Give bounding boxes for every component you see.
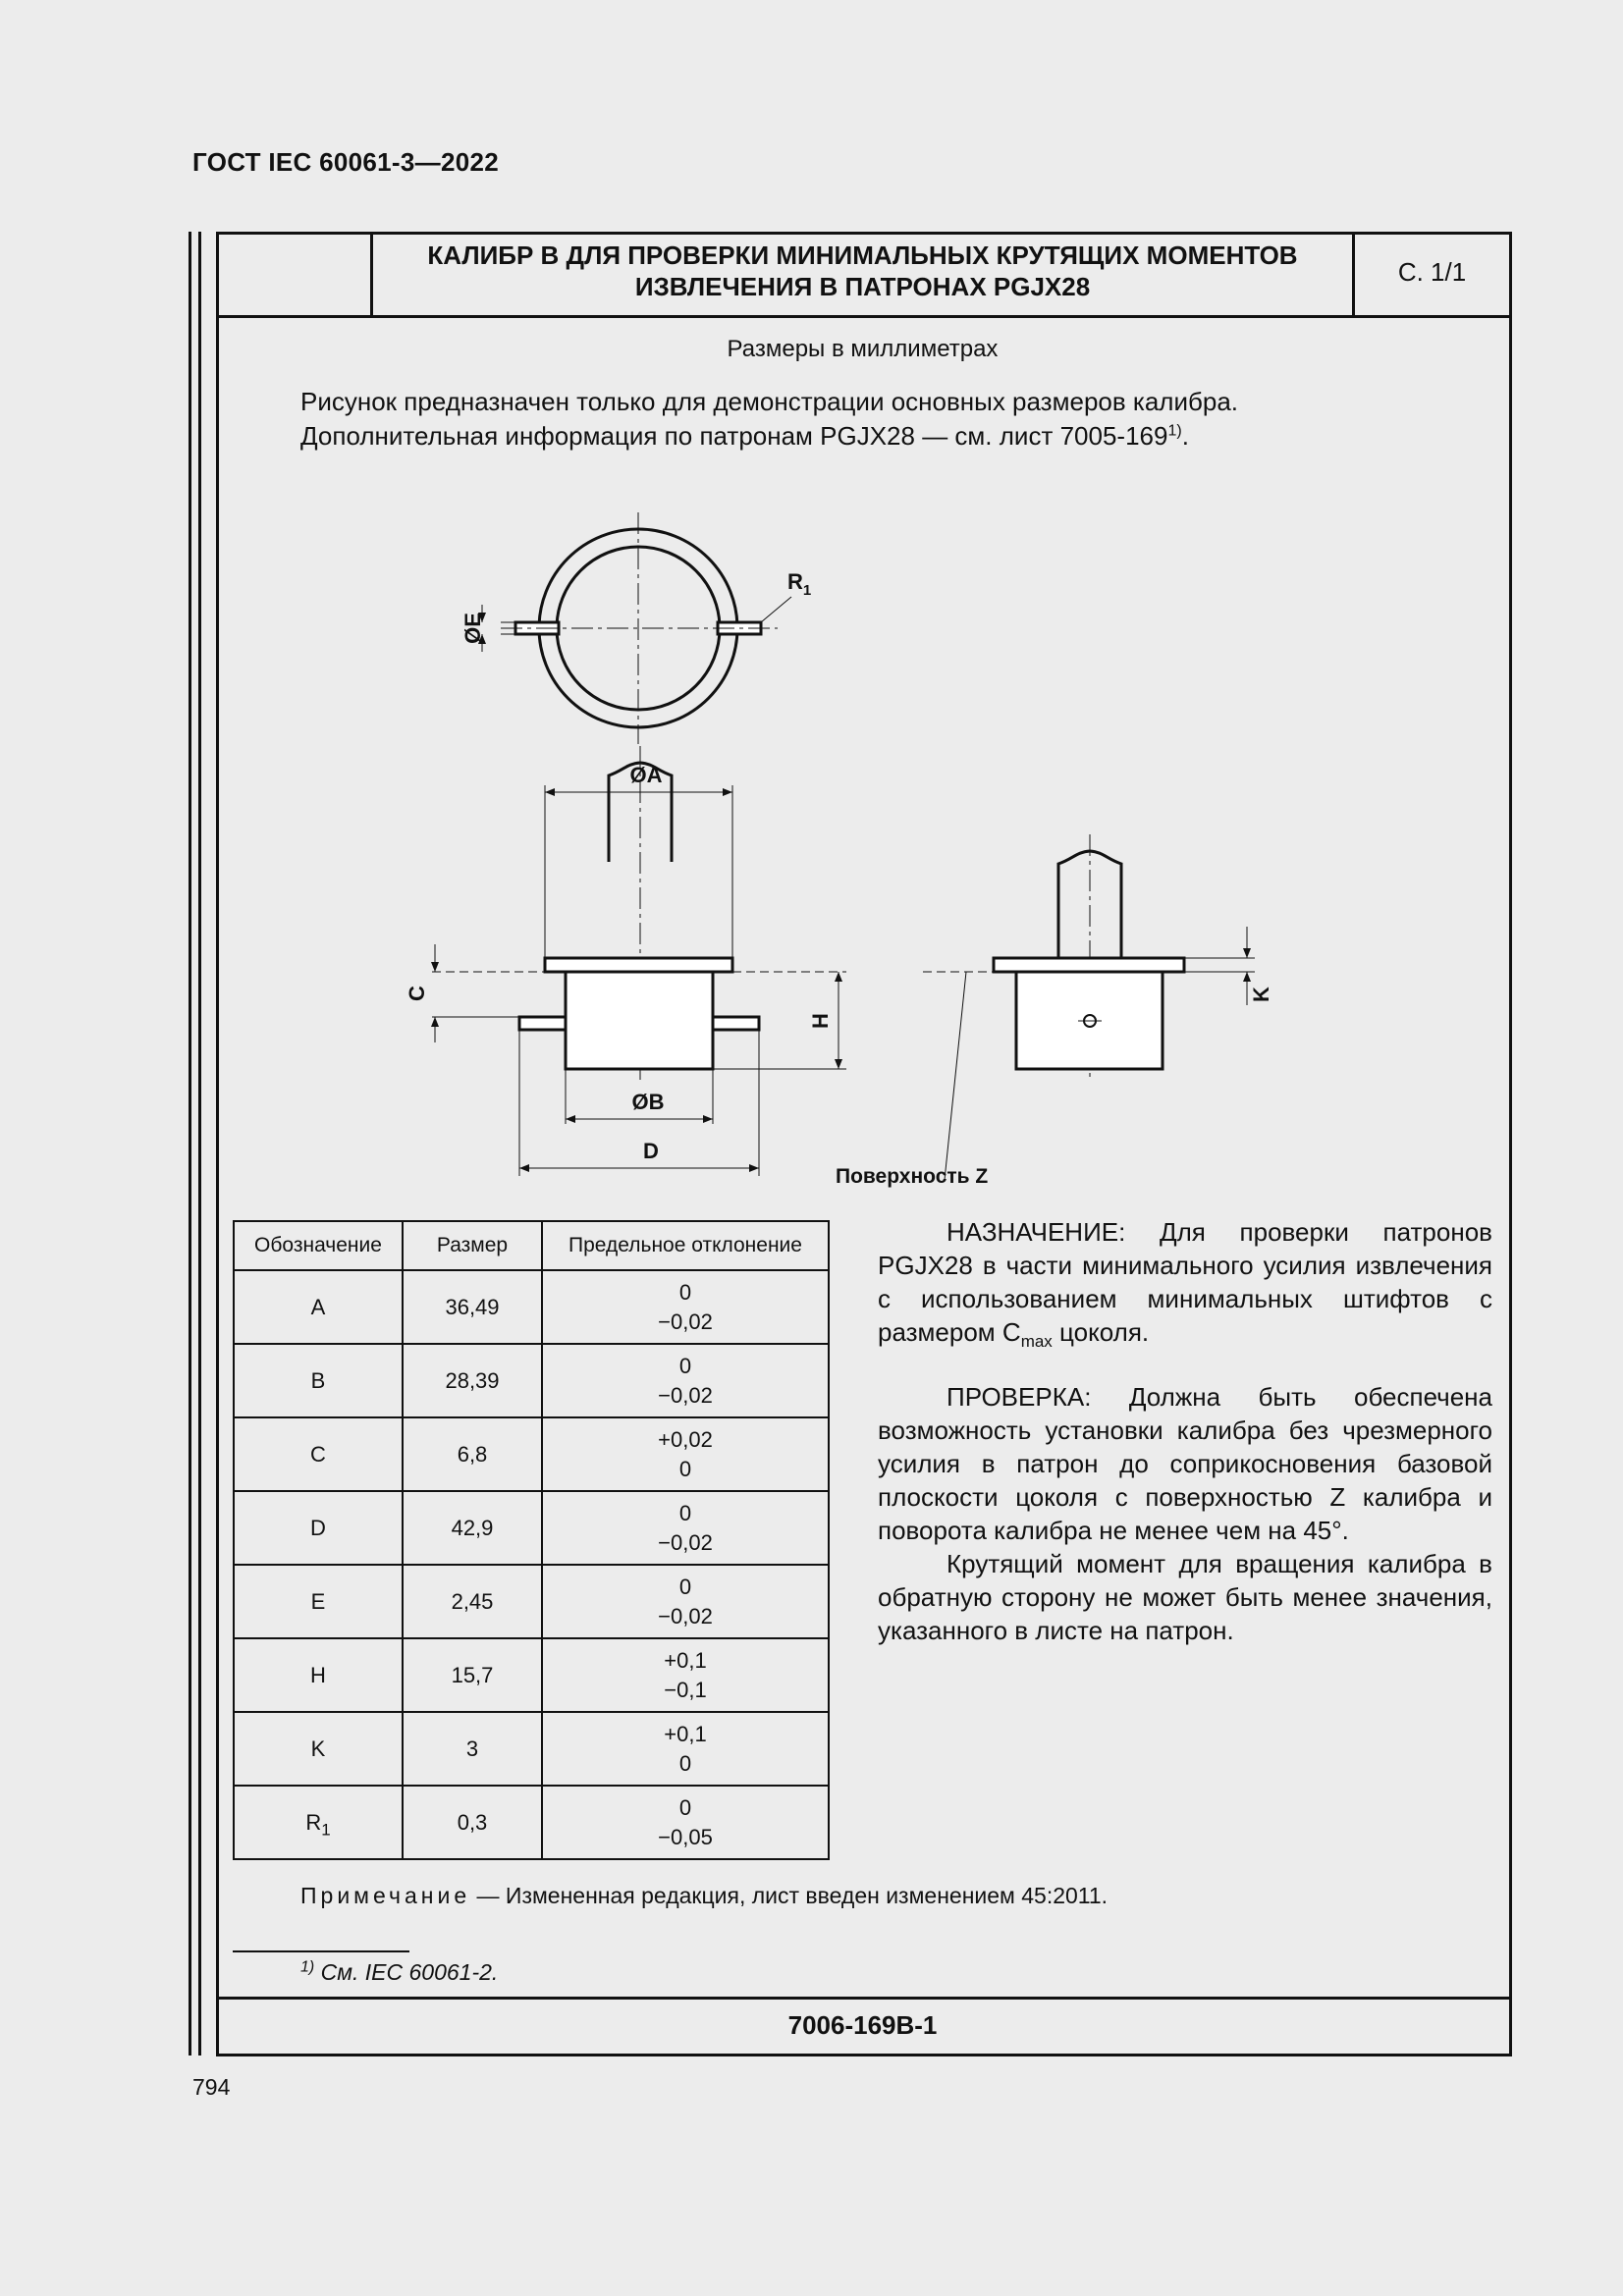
cell-tolerance [542, 1786, 829, 1859]
check-text [878, 1380, 1492, 1647]
cell-tolerance [542, 1417, 829, 1491]
tol-upper: +0,02 [658, 1426, 713, 1452]
symbol-text: C [310, 1441, 326, 1467]
symbol-sub: 1 [321, 1819, 331, 1839]
symbol-text: H [310, 1662, 326, 1687]
tol-upper: +0,1 [664, 1721, 707, 1746]
table-row [234, 1491, 829, 1565]
table-header-row [234, 1221, 829, 1270]
label-c: C [405, 986, 429, 1001]
tol-lower: −0,02 [658, 1603, 713, 1629]
cell-size: 36,49 [403, 1270, 542, 1344]
sheet-code: 7006-169B-1 [787, 2010, 938, 2040]
purpose-paragraph [878, 1215, 1492, 1352]
col-header-tolerance: Предельное отклонение [542, 1221, 829, 1270]
header-divider [216, 315, 1509, 318]
margin-rule [198, 232, 201, 2056]
cell-size: 2,45 [403, 1565, 542, 1638]
tol-upper: 0 [678, 1353, 692, 1378]
tol-lower: 0 [678, 1750, 692, 1776]
check-paragraph-1: ПРОВЕРКА: Должна быть обеспечена возможность установки калибра без чрезмерного усилия в патрон до соприкосновения базовой плоскости цоколя с поверхностью Z калибра и поворота калибра не менее чем на 45°. [878, 1382, 1492, 1545]
units-note: Размеры в миллиметрах [727, 336, 999, 362]
top-view [478, 512, 791, 744]
tol-lower: −0,02 [658, 1382, 713, 1408]
note-text: — Измененная редакция, лист введен изменением 45:2011. [470, 1883, 1109, 1908]
label-r1-sub: 1 [802, 582, 812, 599]
note [300, 1883, 1108, 1909]
cell-size: 28,39 [403, 1344, 542, 1417]
footnote-ref: 1) [1167, 422, 1182, 440]
sheet-number: С. 1/1 [1397, 257, 1467, 287]
label-surface-z: Поверхность Z [836, 1165, 989, 1188]
purpose-sub: max [1020, 1332, 1053, 1352]
tol-upper: 0 [678, 1279, 692, 1305]
sheet-title-line2: ИЗВЛЕЧЕНИЯ В ПАТРОНАХ PGJX28 [634, 272, 1091, 301]
purpose-before: НАЗНАЧЕНИЕ: Для проверки патронов PGJX28 в части минимального усилия извлечения с использованием минимальных штифтов с размером C [878, 1217, 1492, 1347]
tol-upper: +0,1 [664, 1647, 707, 1673]
tol-lower: −0,1 [664, 1677, 707, 1702]
symbol-text: E [310, 1588, 326, 1614]
intro-line2 [300, 419, 1238, 454]
intro-text [300, 385, 1238, 454]
cell-symbol [234, 1786, 403, 1859]
tol-lower: −0,05 [658, 1824, 713, 1849]
purpose-after: цоколя. [1052, 1317, 1150, 1347]
page-number: 794 [192, 2074, 231, 2100]
cell-symbol [234, 1565, 403, 1638]
footer-divider [216, 1997, 1509, 2000]
tol-lower: −0,02 [658, 1529, 713, 1555]
intro-line1: Рисунок предназначен только для демонстрации основных размеров калибра. [300, 387, 1239, 416]
table-row [234, 1565, 829, 1638]
standard-code: ГОСТ IEC 60061-3—2022 [192, 147, 499, 177]
col-header-symbol: Обозначение [234, 1221, 403, 1270]
cell-size: 15,7 [403, 1638, 542, 1712]
tol-upper: 0 [678, 1574, 692, 1599]
table-row [234, 1638, 829, 1712]
label-r1-main: R [787, 569, 803, 594]
gauge-drawing [216, 491, 1273, 1207]
label-d: D [643, 1139, 659, 1163]
note-label: Примечание [300, 1883, 471, 1908]
cell-symbol [234, 1491, 403, 1565]
cell-tolerance [542, 1344, 829, 1417]
cell-symbol [234, 1270, 403, 1344]
sheet-title [373, 240, 1352, 302]
cell-size: 0,3 [403, 1786, 542, 1859]
symbol-text: B [310, 1367, 326, 1393]
footnote-text: См. IEC 60061-2. [314, 1959, 499, 1985]
label-dia-a: ØA [629, 763, 663, 787]
tol-upper: 0 [678, 1500, 692, 1525]
cell-size: 42,9 [403, 1491, 542, 1565]
dimensions-table [233, 1220, 830, 1860]
cell-symbol [234, 1712, 403, 1786]
label-r1 [787, 569, 811, 599]
sheet-title-line1: КАЛИБР В ДЛЯ ПРОВЕРКИ МИНИМАЛЬНЫХ КРУТЯЩИХ МОМЕНТОВ [427, 240, 1298, 270]
cell-size: 3 [403, 1712, 542, 1786]
table-row [234, 1712, 829, 1786]
symbol-text: A [310, 1294, 326, 1319]
cell-symbol [234, 1344, 403, 1417]
check-paragraph-2: Крутящий момент для вращения калибра в обратную сторону не может быть менее значения, указанного в листе на патрон. [878, 1549, 1492, 1645]
symbol-text: D [310, 1515, 326, 1540]
intro-line2-text: Дополнительная информация по патронам PGJX28 — см. лист 7005-169 [300, 421, 1168, 451]
label-k: K [1249, 987, 1273, 1002]
tol-upper: 0 [678, 1794, 692, 1820]
tol-lower: −0,02 [658, 1308, 713, 1334]
cell-symbol [234, 1638, 403, 1712]
label-dia-b: ØB [631, 1090, 665, 1114]
label-h: H [808, 1013, 833, 1029]
footnote [300, 1959, 498, 1986]
footnote-rule [233, 1950, 409, 1952]
label-dia-e: ØE [460, 613, 485, 644]
footnote-mark: 1) [300, 1958, 315, 1976]
cell-tolerance [542, 1491, 829, 1565]
cell-tolerance [542, 1712, 829, 1786]
table-row [234, 1417, 829, 1491]
symbol-text: K [310, 1735, 326, 1761]
cell-size: 6,8 [403, 1417, 542, 1491]
col-header-size: Размер [403, 1221, 542, 1270]
cell-tolerance [542, 1565, 829, 1638]
cell-tolerance [542, 1270, 829, 1344]
tol-lower: 0 [678, 1456, 692, 1481]
cell-symbol [234, 1417, 403, 1491]
intro-line2-end: . [1181, 421, 1189, 451]
symbol-text: R [305, 1809, 322, 1835]
cell-tolerance [542, 1638, 829, 1712]
table-row [234, 1344, 829, 1417]
margin-rule [189, 232, 191, 2056]
purpose-text [878, 1215, 1492, 1352]
table-row [234, 1786, 829, 1859]
table-row [234, 1270, 829, 1344]
